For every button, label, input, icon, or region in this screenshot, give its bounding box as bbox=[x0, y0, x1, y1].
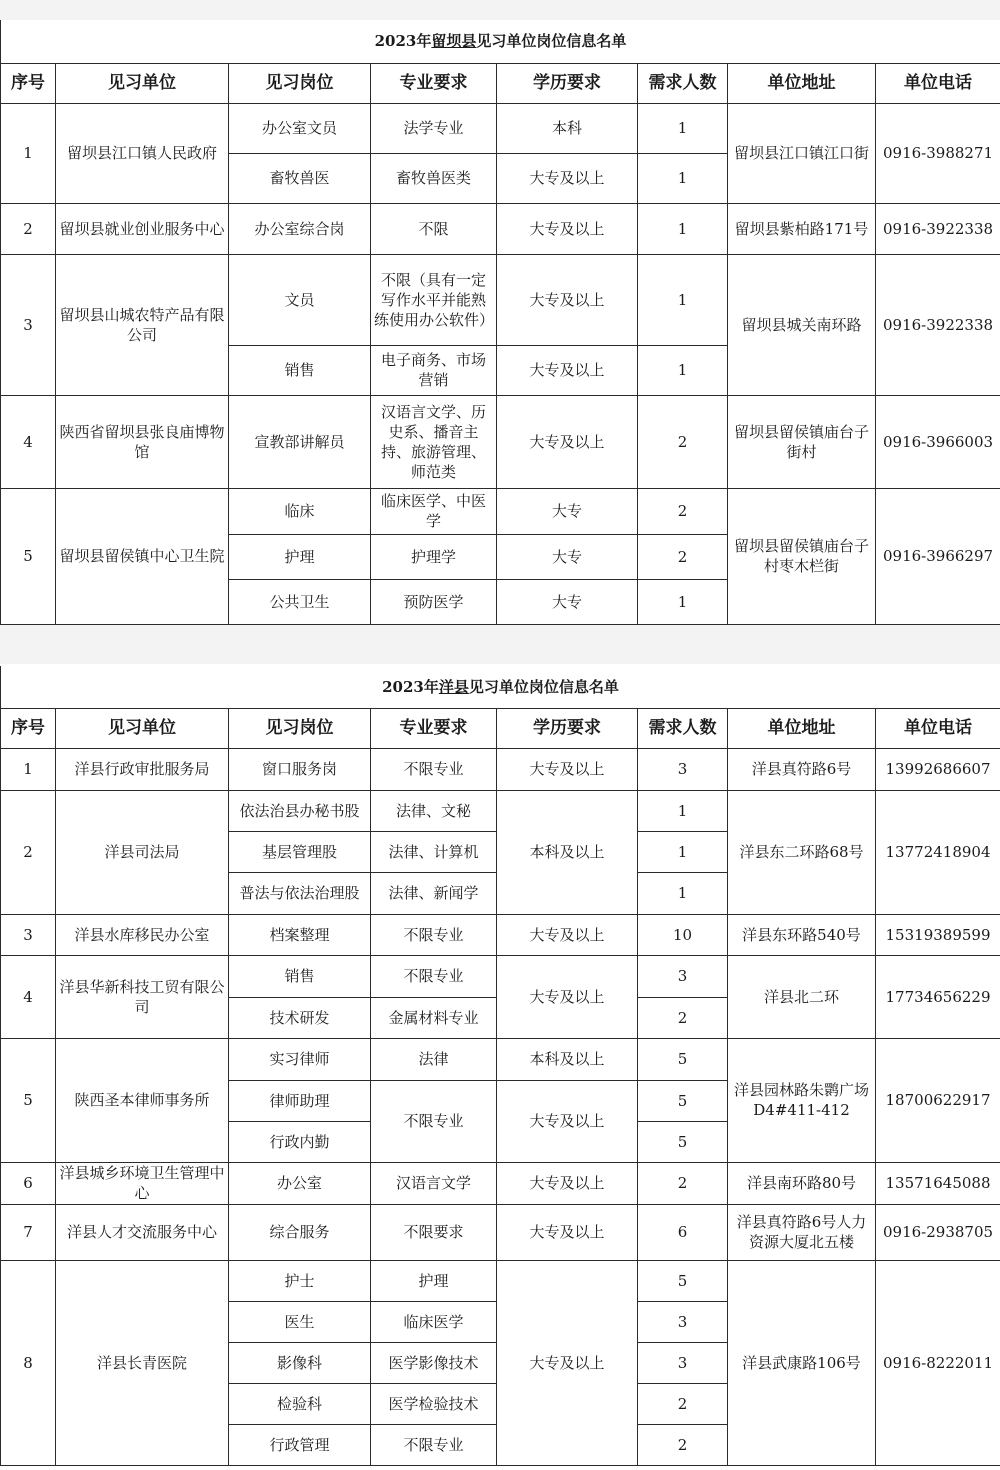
count-cell: 1 bbox=[638, 203, 728, 254]
major-cell: 法律、计算机 bbox=[371, 831, 497, 872]
count-cell: 1 bbox=[638, 345, 728, 395]
serial-cell: 4 bbox=[1, 955, 56, 1038]
serial-cell: 3 bbox=[1, 254, 56, 395]
address-cell: 洋县南环路80号 bbox=[728, 1162, 876, 1204]
phone-cell: 17734656229 bbox=[876, 955, 1000, 1038]
table-row bbox=[1, 103, 1000, 153]
sheet-gridline bbox=[0, 0, 1000, 20]
address-cell: 洋县北二环 bbox=[728, 955, 876, 1038]
serial-cell: 1 bbox=[1, 748, 56, 790]
table-row bbox=[1, 1260, 1000, 1301]
table-row bbox=[1, 203, 1000, 254]
education-cell: 大专 bbox=[497, 534, 638, 579]
count-cell: 5 bbox=[638, 1038, 728, 1080]
liuba-table bbox=[0, 20, 1000, 625]
post-cell: 办公室文员 bbox=[229, 103, 371, 153]
serial-cell: 5 bbox=[1, 488, 56, 624]
count-cell: 3 bbox=[638, 955, 728, 997]
header-phone: 单位电话 bbox=[876, 708, 1000, 748]
unit-name-cell: 洋县华新科技工贸有限公司 bbox=[56, 955, 229, 1038]
major-cell: 法律 bbox=[371, 1038, 497, 1080]
count-cell: 1 bbox=[638, 103, 728, 153]
major-cell: 医学检验技术 bbox=[371, 1383, 497, 1424]
post-cell: 窗口服务岗 bbox=[229, 748, 371, 790]
address-cell: 留坝县留侯镇庙台子村枣木栏街 bbox=[728, 488, 876, 624]
post-cell: 护理 bbox=[229, 534, 371, 579]
education-cell: 大专及以上 bbox=[497, 254, 638, 345]
count-cell: 1 bbox=[638, 872, 728, 914]
address-cell: 洋县东环路540号 bbox=[728, 914, 876, 955]
major-cell: 临床医学 bbox=[371, 1301, 497, 1342]
address-cell: 留坝县留侯镇庙台子街村 bbox=[728, 395, 876, 488]
major-cell: 不限要求 bbox=[371, 1204, 497, 1260]
phone-cell: 0916-3922338 bbox=[876, 203, 1000, 254]
major-cell: 不限专业 bbox=[371, 748, 497, 790]
major-cell: 护理学 bbox=[371, 534, 497, 579]
count-cell: 10 bbox=[638, 914, 728, 955]
post-cell: 实习律师 bbox=[229, 1038, 371, 1080]
phone-cell: 13772418904 bbox=[876, 790, 1000, 914]
post-cell: 销售 bbox=[229, 345, 371, 395]
count-cell: 2 bbox=[638, 1383, 728, 1424]
education-cell: 大专及以上 bbox=[497, 1204, 638, 1260]
table-row bbox=[1, 955, 1000, 997]
unit-name-cell: 留坝县山城农特产品有限公司 bbox=[56, 254, 229, 395]
header-address: 单位地址 bbox=[728, 63, 876, 103]
unit-name-cell: 留坝县留侯镇中心卫生院 bbox=[56, 488, 229, 624]
post-cell: 宣教部讲解员 bbox=[229, 395, 371, 488]
header-count: 需求人数 bbox=[638, 708, 728, 748]
serial-cell: 5 bbox=[1, 1038, 56, 1162]
major-cell: 不限（具有一定写作水平并能熟练使用办公软件） bbox=[371, 254, 497, 345]
header-major: 专业要求 bbox=[371, 708, 497, 748]
education-cell: 本科 bbox=[497, 103, 638, 153]
serial-cell: 2 bbox=[1, 790, 56, 914]
count-cell: 1 bbox=[638, 831, 728, 872]
post-cell: 护士 bbox=[229, 1260, 371, 1301]
education-cell: 大专及以上 bbox=[497, 748, 638, 790]
phone-cell: 0916-3922338 bbox=[876, 254, 1000, 395]
header-serial: 序号 bbox=[1, 708, 56, 748]
post-cell: 律师助理 bbox=[229, 1080, 371, 1121]
address-cell: 洋县武康路106号 bbox=[728, 1260, 876, 1465]
post-cell: 医生 bbox=[229, 1301, 371, 1342]
address-cell: 洋县真符路6号 bbox=[728, 748, 876, 790]
unit-name-cell: 洋县人才交流服务中心 bbox=[56, 1204, 229, 1260]
count-cell: 2 bbox=[638, 997, 728, 1038]
unit-name-cell: 陕西省留坝县张良庙博物馆 bbox=[56, 395, 229, 488]
phone-cell: 18700622917 bbox=[876, 1038, 1000, 1162]
post-cell: 办公室综合岗 bbox=[229, 203, 371, 254]
post-cell: 检验科 bbox=[229, 1383, 371, 1424]
table-row bbox=[1, 395, 1000, 488]
serial-cell: 8 bbox=[1, 1260, 56, 1465]
serial-cell: 2 bbox=[1, 203, 56, 254]
address-cell: 留坝县城关南环路 bbox=[728, 254, 876, 395]
header-unit: 见习单位 bbox=[56, 708, 229, 748]
header-count: 需求人数 bbox=[638, 63, 728, 103]
post-cell: 销售 bbox=[229, 955, 371, 997]
post-cell: 依法治县办秘书股 bbox=[229, 790, 371, 831]
education-cell: 大专及以上 bbox=[497, 345, 638, 395]
education-cell: 大专及以上 bbox=[497, 914, 638, 955]
unit-name-cell: 留坝县江口镇人民政府 bbox=[56, 103, 229, 203]
post-cell: 综合服务 bbox=[229, 1204, 371, 1260]
count-cell: 5 bbox=[638, 1080, 728, 1121]
education-cell: 大专及以上 bbox=[497, 1162, 638, 1204]
serial-cell: 4 bbox=[1, 395, 56, 488]
post-cell: 影像科 bbox=[229, 1342, 371, 1383]
yangxian-table bbox=[0, 666, 1000, 1466]
phone-cell: 0916-3988271 bbox=[876, 103, 1000, 203]
education-cell: 大专及以上 bbox=[497, 1260, 638, 1465]
major-cell: 不限专业 bbox=[371, 914, 497, 955]
education-cell: 大专及以上 bbox=[497, 203, 638, 254]
count-cell: 5 bbox=[638, 1260, 728, 1301]
unit-name-cell: 留坝县就业创业服务中心 bbox=[56, 203, 229, 254]
table-row bbox=[1, 1204, 1000, 1260]
major-cell: 法律、文秘 bbox=[371, 790, 497, 831]
header-education: 学历要求 bbox=[497, 63, 638, 103]
post-cell: 普法与依法治理股 bbox=[229, 872, 371, 914]
major-cell: 不限专业 bbox=[371, 955, 497, 997]
serial-cell: 6 bbox=[1, 1162, 56, 1204]
yangxian-table-title: 2023年洋县见习单位岗位信息名单 bbox=[1, 666, 1000, 708]
major-cell: 法律、新闻学 bbox=[371, 872, 497, 914]
education-cell: 大专 bbox=[497, 579, 638, 624]
count-cell: 5 bbox=[638, 1121, 728, 1162]
major-cell: 护理 bbox=[371, 1260, 497, 1301]
count-cell: 2 bbox=[638, 395, 728, 488]
phone-cell: 13992686607 bbox=[876, 748, 1000, 790]
count-cell: 6 bbox=[638, 1204, 728, 1260]
phone-cell: 0916-2938705 bbox=[876, 1204, 1000, 1260]
unit-name-cell: 陕西圣本律师事务所 bbox=[56, 1038, 229, 1162]
major-cell: 汉语言文学、历史系、播音主持、旅游管理、师范类 bbox=[371, 395, 497, 488]
table-row bbox=[1, 488, 1000, 534]
unit-name-cell: 洋县城乡环境卫生管理中心 bbox=[56, 1162, 229, 1204]
address-cell: 留坝县江口镇江口街 bbox=[728, 103, 876, 203]
address-cell: 洋县东二环路68号 bbox=[728, 790, 876, 914]
post-cell: 畜牧兽医 bbox=[229, 153, 371, 203]
post-cell: 行政管理 bbox=[229, 1424, 371, 1465]
post-cell: 公共卫生 bbox=[229, 579, 371, 624]
major-cell: 医学影像技术 bbox=[371, 1342, 497, 1383]
post-cell: 文员 bbox=[229, 254, 371, 345]
header-major: 专业要求 bbox=[371, 63, 497, 103]
post-cell: 临床 bbox=[229, 488, 371, 534]
count-cell: 1 bbox=[638, 254, 728, 345]
unit-name-cell: 洋县水库移民办公室 bbox=[56, 914, 229, 955]
education-cell: 本科及以上 bbox=[497, 790, 638, 914]
post-cell: 技术研发 bbox=[229, 997, 371, 1038]
header-post: 见习岗位 bbox=[229, 708, 371, 748]
header-phone: 单位电话 bbox=[876, 63, 1000, 103]
education-cell: 大专及以上 bbox=[497, 955, 638, 1038]
education-cell: 大专及以上 bbox=[497, 153, 638, 203]
table-row bbox=[1, 790, 1000, 831]
count-cell: 2 bbox=[638, 1162, 728, 1204]
liuba-table-title: 2023年留坝县见习单位岗位信息名单 bbox=[1, 20, 1000, 63]
unit-name-cell: 洋县行政审批服务局 bbox=[56, 748, 229, 790]
sheet-gridline bbox=[0, 624, 1000, 664]
phone-cell: 0916-8222011 bbox=[876, 1260, 1000, 1465]
table-row bbox=[1, 1038, 1000, 1080]
unit-name-cell: 洋县司法局 bbox=[56, 790, 229, 914]
phone-cell: 15319389599 bbox=[876, 914, 1000, 955]
count-cell: 3 bbox=[638, 748, 728, 790]
major-cell: 预防医学 bbox=[371, 579, 497, 624]
post-cell: 办公室 bbox=[229, 1162, 371, 1204]
education-cell: 大专及以上 bbox=[497, 1080, 638, 1162]
table-row bbox=[1, 914, 1000, 955]
address-cell: 洋县真符路6号人力资源大厦北五楼 bbox=[728, 1204, 876, 1260]
post-cell: 基层管理股 bbox=[229, 831, 371, 872]
count-cell: 2 bbox=[638, 1424, 728, 1465]
table-row bbox=[1, 254, 1000, 345]
unit-name-cell: 洋县长青医院 bbox=[56, 1260, 229, 1465]
count-cell: 1 bbox=[638, 579, 728, 624]
major-cell: 不限专业 bbox=[371, 1080, 497, 1162]
major-cell: 不限专业 bbox=[371, 1424, 497, 1465]
header-serial: 序号 bbox=[1, 63, 56, 103]
count-cell: 2 bbox=[638, 534, 728, 579]
phone-cell: 0916-3966003 bbox=[876, 395, 1000, 488]
phone-cell: 13571645088 bbox=[876, 1162, 1000, 1204]
count-cell: 3 bbox=[638, 1342, 728, 1383]
major-cell: 法学专业 bbox=[371, 103, 497, 153]
count-cell: 1 bbox=[638, 790, 728, 831]
table-row bbox=[1, 1162, 1000, 1204]
count-cell: 2 bbox=[638, 488, 728, 534]
major-cell: 金属材料专业 bbox=[371, 997, 497, 1038]
major-cell: 电子商务、市场营销 bbox=[371, 345, 497, 395]
education-cell: 大专 bbox=[497, 488, 638, 534]
major-cell: 不限 bbox=[371, 203, 497, 254]
serial-cell: 1 bbox=[1, 103, 56, 203]
post-cell: 行政内勤 bbox=[229, 1121, 371, 1162]
serial-cell: 7 bbox=[1, 1204, 56, 1260]
major-cell: 畜牧兽医类 bbox=[371, 153, 497, 203]
count-cell: 1 bbox=[638, 153, 728, 203]
post-cell: 档案整理 bbox=[229, 914, 371, 955]
header-education: 学历要求 bbox=[497, 708, 638, 748]
table-row bbox=[1, 748, 1000, 790]
major-cell: 汉语言文学 bbox=[371, 1162, 497, 1204]
address-cell: 洋县园林路朱鹮广场D4#411-412 bbox=[728, 1038, 876, 1162]
header-address: 单位地址 bbox=[728, 708, 876, 748]
address-cell: 留坝县紫柏路171号 bbox=[728, 203, 876, 254]
phone-cell: 0916-3966297 bbox=[876, 488, 1000, 624]
education-cell: 大专及以上 bbox=[497, 395, 638, 488]
major-cell: 临床医学、中医学 bbox=[371, 488, 497, 534]
serial-cell: 3 bbox=[1, 914, 56, 955]
education-cell: 本科及以上 bbox=[497, 1038, 638, 1080]
header-post: 见习岗位 bbox=[229, 63, 371, 103]
header-unit: 见习单位 bbox=[56, 63, 229, 103]
count-cell: 3 bbox=[638, 1301, 728, 1342]
